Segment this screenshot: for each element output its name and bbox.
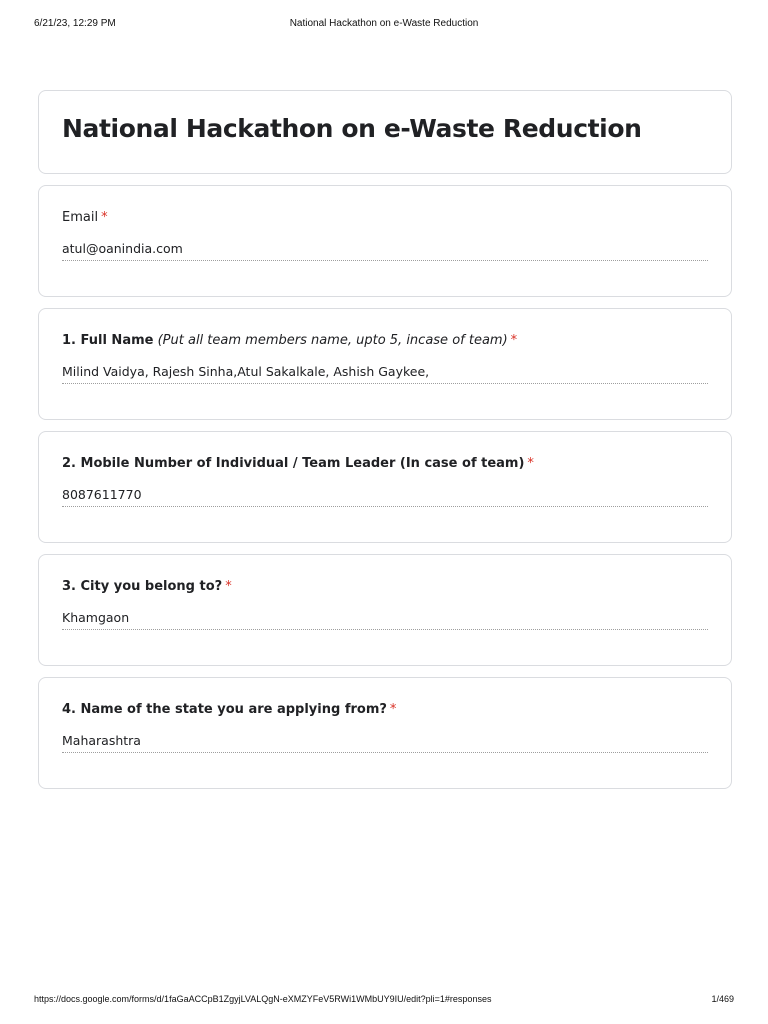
email-label: Email xyxy=(62,210,99,225)
email-label-row xyxy=(62,208,708,228)
question-card-city xyxy=(38,554,732,666)
question-hint: (Put all team members name, upto 5, incase of team) xyxy=(157,333,508,348)
required-asterisk: * xyxy=(510,333,518,348)
required-asterisk: * xyxy=(389,702,397,717)
print-url: https://docs.google.com/forms/d/1faGaACCpB1ZgyjLVALQgN-eXMZYFeV5RWi1WMbUY9IU/edit?pli=1#responses xyxy=(34,994,492,1004)
form-title: National Hackathon on e-Waste Reduction xyxy=(62,114,642,143)
print-footer xyxy=(34,994,734,1006)
email-answer: atul@oanindia.com xyxy=(62,240,708,261)
question-label: 4. Name of the state you are applying from? xyxy=(62,702,387,717)
email-card xyxy=(38,185,732,297)
question-answer: Milind Vaidya, Rajesh Sinha,Atul Sakalkale, Ashish Gaykee, xyxy=(62,363,708,384)
question-label-row xyxy=(62,577,708,597)
question-card-full-name xyxy=(38,308,732,420)
question-label-row xyxy=(62,454,708,474)
print-header xyxy=(34,18,734,30)
print-date: 6/21/23, 12:29 PM xyxy=(34,18,116,29)
question-answer: Maharashtra xyxy=(62,732,708,753)
question-label-row xyxy=(62,700,708,720)
print-doc-title: National Hackathon on e-Waste Reduction xyxy=(289,18,479,29)
question-answer: 8087611770 xyxy=(62,486,708,507)
question-card-mobile xyxy=(38,431,732,543)
required-asterisk: * xyxy=(527,456,534,471)
question-card-state xyxy=(38,677,732,789)
question-answer: Khamgaon xyxy=(62,609,708,630)
question-label-row xyxy=(62,331,708,351)
question-label: 3. City you belong to? xyxy=(62,579,223,594)
required-asterisk: * xyxy=(101,210,108,225)
question-label: 1. Full Name xyxy=(62,333,154,348)
form-container xyxy=(38,90,732,800)
print-page-number: 1/469 xyxy=(711,994,734,1004)
question-label: 2. Mobile Number of Individual / Team Leader (In case of team) xyxy=(62,456,525,471)
form-title-card xyxy=(38,90,732,174)
required-asterisk: * xyxy=(225,579,232,594)
